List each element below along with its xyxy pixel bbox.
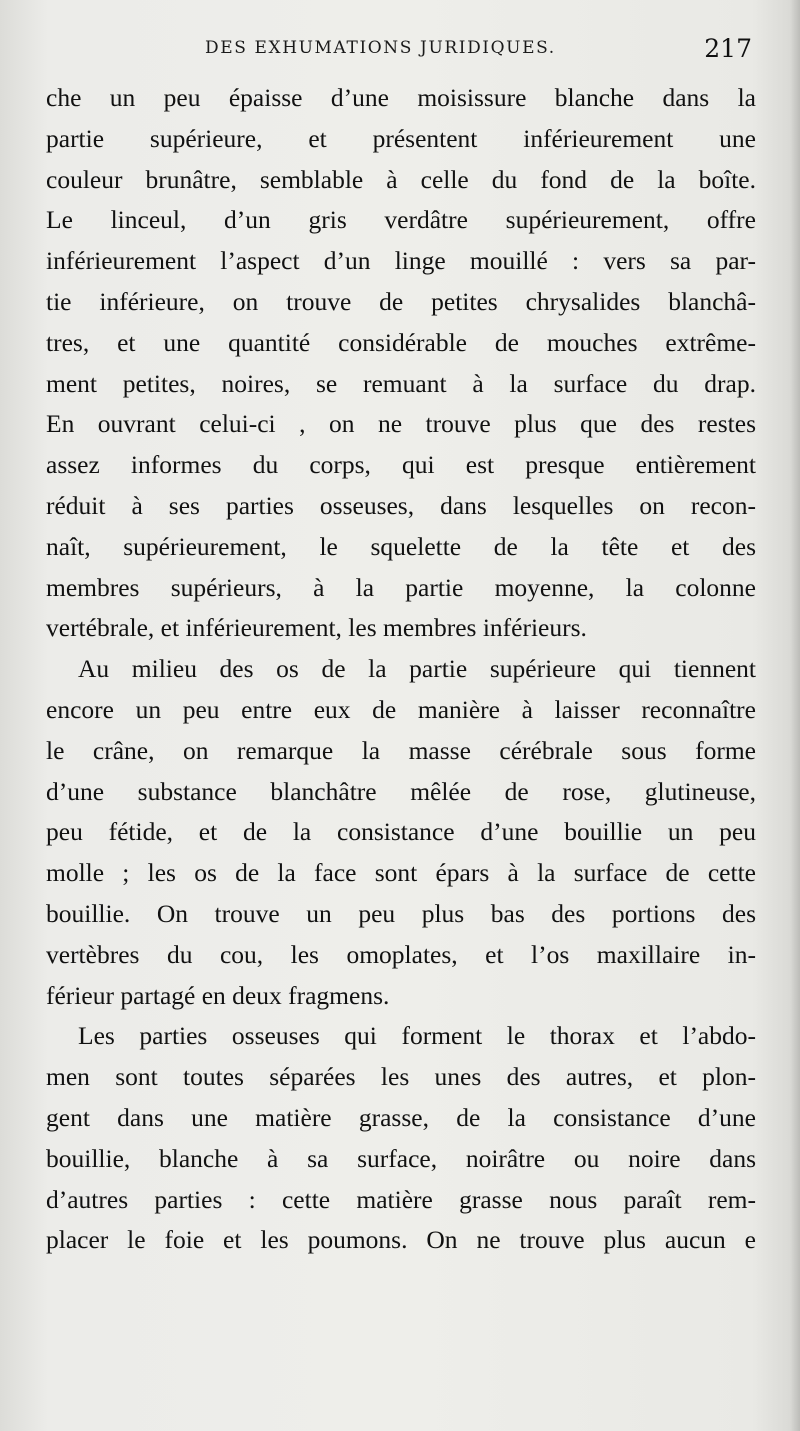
text-line: tres, et une quantité considérable de mouches extrême-	[46, 327, 756, 357]
text-line: d’une substance blanchâtre mêlée de rose, glutineuse,	[46, 776, 756, 806]
page-number: 217	[704, 34, 752, 63]
paragraph-3	[46, 1016, 756, 1261]
text-line: couleur brunâtre, semblable à celle du fond de la boîte.	[46, 164, 756, 194]
text-line: Les parties osseuses qui forment le thorax et l’abdo-	[78, 1021, 756, 1051]
body-text	[46, 78, 756, 1261]
text-line: encore un peu entre eux de manière à laisser reconnaître	[46, 694, 756, 724]
text-line: Le linceul, d’un gris verdâtre supérieurement, offre	[46, 205, 756, 235]
text-line: tie inférieure, on trouve de petites chrysalides blanchâ-	[46, 286, 756, 316]
text-line: inférieurement l’aspect d’un linge mouillé : vers sa par-	[46, 246, 756, 276]
text-line: Au milieu des os de la partie supérieure qui tiennent	[78, 654, 756, 684]
text-line: assez informes du corps, qui est presque entièrement	[46, 450, 756, 480]
text-line: En ouvrant celui-ci , on ne trouve plus que des restes	[46, 409, 756, 439]
text-line: molle ; les os de la face sont épars à la surface de cette	[46, 858, 756, 888]
text-line: bouillie, blanche à sa surface, noirâtre ou noire dans	[46, 1143, 756, 1173]
page-header	[0, 34, 800, 66]
text-line: partie supérieure, et présentent inférieurement une	[46, 123, 756, 153]
page-edge-shadow	[790, 0, 800, 1431]
text-line: le crâne, on remarque la masse cérébrale sous forme	[46, 735, 756, 765]
text-line: men sont toutes séparées les unes des autres, et plon-	[46, 1062, 756, 1092]
text-line: naît, supérieurement, le squelette de la tête et des	[46, 531, 756, 561]
text-line: che un peu épaisse d’une moisissure blanche dans la	[46, 83, 756, 112]
running-head: DES EXHUMATIONS JURIDIQUES.	[205, 38, 556, 58]
text-line: férieur partagé en deux fragmens.	[46, 980, 390, 1010]
text-line: ment petites, noires, se remuant à la surface du drap.	[46, 368, 756, 398]
text-line: vertébrale, et inférieurement, les membres inférieurs.	[46, 613, 587, 643]
text-line: vertèbres du cou, les omoplates, et l’os maxillaire in-	[46, 939, 756, 969]
text-line: membres supérieurs, à la partie moyenne, la colonne	[46, 572, 756, 602]
text-line: d’autres parties : cette matière grasse nous paraît rem-	[46, 1184, 756, 1214]
paragraph-1	[46, 78, 756, 649]
text-line: gent dans une matière grasse, de la consistance d’une	[46, 1102, 756, 1132]
text-line: peu fétide, et de la consistance d’une bouillie un peu	[46, 817, 756, 847]
text-line: réduit à ses parties osseuses, dans lesquelles on recon-	[46, 490, 756, 520]
text-line: bouillie. On trouve un peu plus bas des portions des	[46, 898, 756, 928]
paragraph-2	[46, 649, 756, 1016]
text-line: placer le foie et les poumons. On ne trouve plus aucun e	[46, 1225, 756, 1255]
